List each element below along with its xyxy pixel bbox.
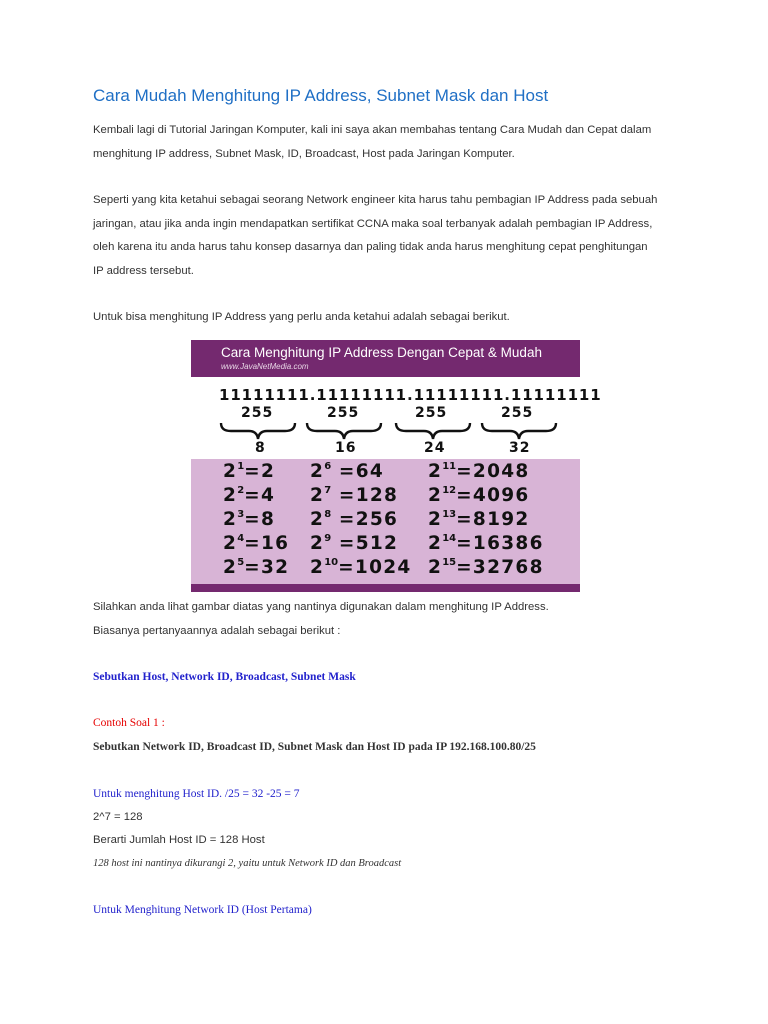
- figure-header-url: www.JavaNetMedia.com: [221, 362, 309, 371]
- brace-icon: [480, 421, 558, 441]
- power-entry: $2^{10}=1024$: [310, 556, 412, 578]
- power-entry: $2^8 =256$: [310, 508, 399, 530]
- brace-icon: [219, 421, 297, 441]
- figure-header-title: Cara Menghitung IP Address Dengan Cepat & Mudah: [221, 345, 542, 360]
- power-entry: $2^{11}=2048$: [428, 460, 530, 482]
- intro-line-2: menghitung IP address, Subnet Mask, ID, Broadcast, Host pada Jaringan Komputer.: [93, 147, 515, 160]
- power-entry: $2^9 =512$: [310, 532, 399, 554]
- power-entry: $2^2=4$: [223, 484, 276, 506]
- example-question: Sebutkan Network ID, Broadcast ID, Subnet Mask dan Host ID pada IP 192.168.100.80/25: [93, 741, 536, 753]
- figure-header: [191, 340, 580, 377]
- ip-calculation-figure: [191, 340, 602, 592]
- host-calc-line-2: Berarti Jumlah Host ID = 128 Host: [93, 834, 265, 846]
- power-entry: $2^4=16$: [223, 532, 290, 554]
- explanation-line-3: oleh karena itu anda harus tahu konsep dasarnya dan paling tidak anda harus menghitung cepat penghitungan: [93, 241, 648, 253]
- power-entry: $2^5=32$: [223, 556, 290, 578]
- bit-count: 32: [509, 440, 531, 456]
- lead-in-paragraph: Untuk bisa menghitung IP Address yang perlu anda ketahui adalah sebagai berikut.: [93, 311, 510, 323]
- intro-paragraph: [93, 119, 683, 166]
- example-label: Contoh Soal 1 :: [93, 717, 165, 729]
- after-figure-line-2: Biasanya pertanyaannya adalah sebagai berikut :: [93, 624, 341, 637]
- explanation-line-2: jaringan, atau jika anda ingin mendapatkan sertifikat CCNA maka soal terbanyak adalah pembagian IP Address,: [93, 217, 653, 230]
- explanation-paragraph: [93, 189, 683, 283]
- brace-icon: [394, 421, 472, 441]
- page-title: Cara Mudah Menghitung IP Address, Subnet Mask dan Host: [93, 86, 549, 105]
- octet-value: 255: [415, 405, 448, 421]
- after-figure-paragraph: [93, 596, 683, 643]
- host-calc-note: 128 host ini nantinya dikurangi 2, yaitu untuk Network ID dan Broadcast: [93, 858, 402, 869]
- octet-value: 255: [241, 405, 274, 421]
- figure-bottom-bar: [191, 584, 580, 592]
- after-figure-line-1: Silahkan anda lihat gambar diatas yang nantinya digunakan dalam menghitung IP Address.: [93, 601, 549, 613]
- power-entry: $2^1=2$: [223, 460, 276, 482]
- bit-count: 16: [335, 440, 357, 456]
- power-entry: $2^3=8$: [223, 508, 276, 530]
- explanation-line-4: IP address tersebut.: [93, 264, 194, 277]
- bit-count: 24: [424, 440, 446, 456]
- octet-value: 255: [501, 405, 534, 421]
- host-calc-line-1: 2^7 = 128: [93, 811, 143, 823]
- network-id-heading: Untuk Menghitung Network ID (Host Pertama): [93, 904, 312, 916]
- host-calc-heading: Untuk menghitung Host ID. /25 = 32 -25 = 7: [93, 788, 300, 800]
- bit-count: 8: [255, 440, 266, 456]
- intro-line-1: Kembali lagi di Tutorial Jaringan Komputer, kali ini saya akan membahas tentang Cara Mudah dan Cepat dalam: [93, 124, 652, 136]
- power-entry: $2^{12}=4096$: [428, 484, 530, 506]
- powers-of-two-table: [191, 459, 580, 584]
- brace-icon: [305, 421, 383, 441]
- explanation-line-1: Seperti yang kita ketahui sebagai seorang Network engineer kita harus tahu pembagian IP Address pada sebuah: [93, 194, 658, 206]
- power-entry: $2^{15}=32768$: [428, 556, 544, 578]
- power-entry: $2^{14}=16386$: [428, 532, 544, 554]
- octet-value: 255: [327, 405, 360, 421]
- question-heading: Sebutkan Host, Network ID, Broadcast, Subnet Mask: [93, 671, 356, 683]
- power-entry: $2^{13}=8192$: [428, 508, 530, 530]
- power-entry: $2^7 =128$: [310, 484, 399, 506]
- binary-mask: 11111111.11111111.11111111.11111111: [219, 386, 602, 404]
- power-entry: $2^6 =64$: [310, 460, 385, 482]
